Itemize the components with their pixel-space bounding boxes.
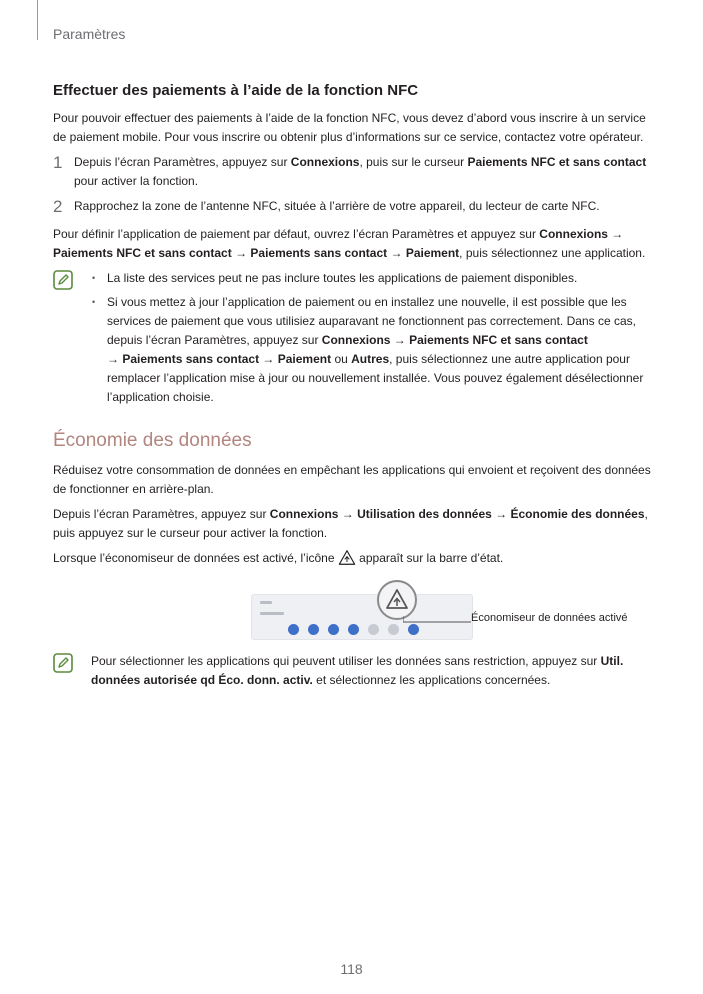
text-part: , puis appuyez sur le curseur pour activer la fonction.: [53, 507, 648, 540]
menu-connexions: Connexions: [321, 333, 391, 347]
note-text: [91, 652, 651, 690]
sync-toggle-icon: [408, 624, 419, 635]
arrow: →: [491, 507, 511, 521]
bluetooth-toggle-icon: [328, 624, 339, 635]
screenshot-text: [260, 601, 272, 604]
note-bullet: [91, 293, 651, 407]
airplane-toggle-icon: [368, 624, 379, 635]
menu-connexions: Connexions: [290, 155, 360, 169]
data-saver-title: Économie des données: [53, 430, 252, 451]
arrow: →: [259, 352, 278, 366]
step-text-part: Depuis l’écran Paramètres, appuyez sur: [74, 155, 291, 169]
step-1: [53, 153, 651, 191]
sound-toggle-icon: [308, 624, 319, 635]
menu-connexions: Connexions: [539, 227, 608, 241]
text-part: apparaît sur la barre d’état.: [355, 551, 504, 565]
menu-connexions: Connexions: [269, 507, 339, 521]
menu-nfc-payments: Paiements NFC et sans contact: [409, 333, 588, 347]
callout-line: [403, 616, 471, 624]
note-pencil-icon: [53, 270, 73, 290]
text-part: ou: [331, 352, 352, 366]
quick-panel-figure: [53, 576, 651, 646]
step-number: 1: [53, 153, 63, 172]
page-content: [53, 82, 651, 696]
text-part: , puis sélectionnez une application.: [459, 246, 646, 260]
data-saver-callout: Économiseur de données activé: [471, 612, 628, 624]
menu-payment: Paiement: [277, 352, 332, 366]
step-2: [53, 197, 651, 216]
section-header: Paramètres: [53, 26, 126, 42]
note-pencil-icon: [53, 653, 73, 673]
data-saver-steps: [53, 505, 651, 543]
data-saver-icon: [338, 549, 356, 566]
menu-nfc-payments: Paiements NFC et sans contact: [467, 155, 647, 169]
note-bullet: • La liste des services peut ne pas inclure toutes les applications de paiement disponibles.: [91, 269, 651, 288]
screenshot-text: [260, 612, 284, 615]
step-text-part: , puis sur le curseur: [359, 155, 468, 169]
text-part: Depuis l’écran Paramètres, appuyez sur: [53, 507, 270, 521]
data-saver-note: [53, 652, 651, 696]
note-body: [91, 269, 651, 412]
menu-data-saver: Économie des données: [510, 507, 645, 521]
menu-payment: Paiement: [405, 246, 460, 260]
text-part: Si vous mettez à jour l’application de paiement ou en installez une nouvelle, il est possible que les services de paiement que vous utilisiez auparavant ne fonctionnent pas correctement. Dans ce cas, depuis l’écran Paramètres, appuyez sur: [107, 295, 636, 347]
text-part: Pour définir l’application de paiement par défaut, ouvrez l’écran Paramètres et appuyez sur: [53, 227, 540, 241]
step-text-part: pour activer la fonction.: [74, 174, 199, 188]
text-part: Lorsque l’économiseur de données est activé, l’icône: [53, 551, 338, 565]
data-saver-zoom-icon: [377, 580, 417, 620]
data-saver-icon-paragraph: [53, 549, 651, 568]
page-number: 118: [340, 961, 363, 977]
data-saver-intro: Réduisez votre consommation de données en empêchant les applications qui envoient et reçoivent des données de fonctionner en arrière-plan.: [53, 463, 651, 496]
step-text: [74, 153, 651, 191]
text-part: et sélectionnez les applications concernées.: [312, 673, 551, 687]
flashlight-toggle-icon: [388, 624, 399, 635]
menu-allowed-data: Util. données autorisée qd Éco. donn. activ.: [91, 654, 624, 687]
menu-contactless-payments: Paiements sans contact: [250, 246, 388, 260]
menu-others: Autres: [351, 352, 390, 366]
arrow: →: [387, 246, 406, 260]
default-app-paragraph: [53, 225, 651, 263]
text-part: , puis sélectionnez une autre application pour remplacer l’application mise à jour ou nouvellement installée. Vous pouvez également désélectionner l’application choisie.: [107, 352, 644, 404]
note-body: [91, 652, 651, 696]
menu-data-usage: Utilisation des données: [357, 507, 492, 521]
note-list: [91, 269, 651, 407]
rotation-toggle-icon: [348, 624, 359, 635]
arrow: →: [390, 333, 410, 347]
step-number: 2: [53, 197, 63, 216]
arrow: →: [107, 352, 123, 366]
menu-nfc-payments: Paiements NFC et sans contact: [53, 246, 232, 260]
header-rule: [37, 0, 38, 40]
text-part: Pour sélectionner les applications qui peuvent utiliser les données sans restriction, appuyez sur: [91, 654, 601, 668]
wifi-toggle-icon: [288, 624, 299, 635]
arrow: →: [231, 246, 251, 260]
menu-contactless-payments: Paiements sans contact: [122, 352, 260, 366]
nfc-note: [53, 269, 651, 412]
step-text: Rapprochez la zone de l’antenne NFC, située à l’arrière de votre appareil, du lecteur de carte NFC.: [74, 199, 600, 213]
nfc-intro: Pour pouvoir effectuer des paiements à l’aide de la fonction NFC, vous devez d’abord vous inscrire à un service de paiement mobile. Pour vous inscrire ou obtenir plus d’informations sur ce service, contactez votre opérateur.: [53, 111, 646, 144]
arrow: →: [338, 507, 358, 521]
nfc-title: Effectuer des paiements à l’aide de la fonction NFC: [53, 82, 419, 99]
arrow: →: [607, 227, 624, 241]
